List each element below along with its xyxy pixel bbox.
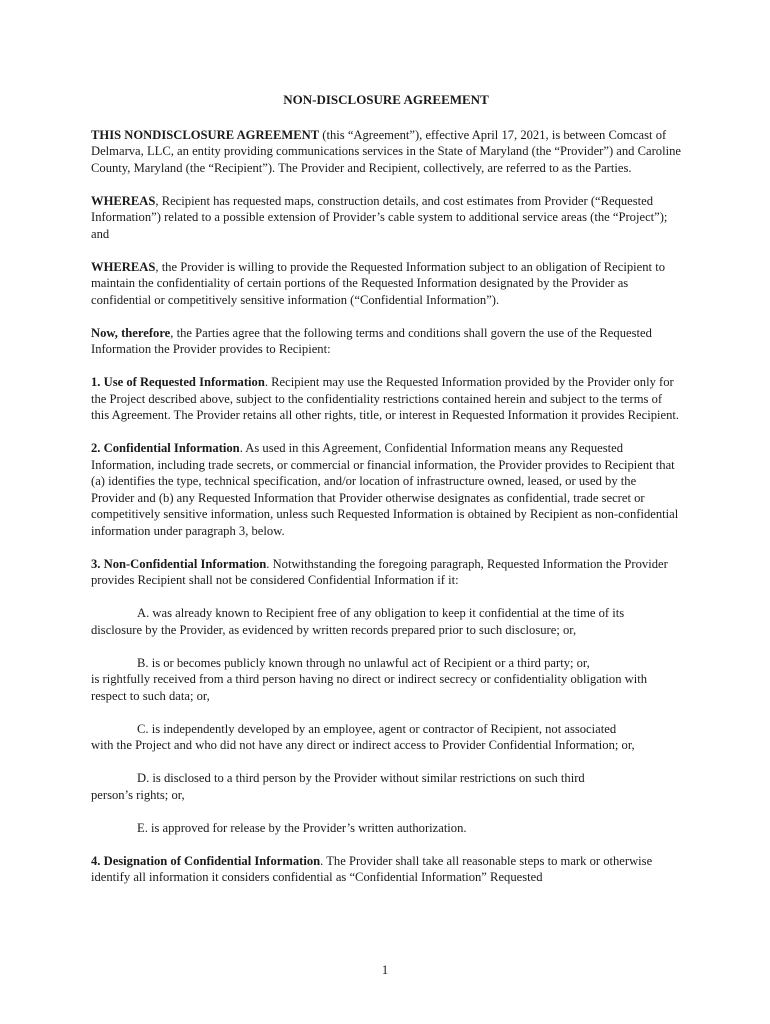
item-a-rest: disclosure by the Provider, as evidenced by written records prepared prior to such disclosure; or, bbox=[91, 622, 577, 637]
section-1-paragraph bbox=[91, 374, 681, 424]
section-2-text: . As used in this Agreement, Confidential Information means any Requested Information, including trade secrets, or commercial or financial information, the Provider provides to Recipient that (a) identifies the type, technical specification, and/or location of infrastructure owned, leased, or used by the Provider and (b) any Requested Information that Provider otherwise designates as confidential, trade secret or competitively sensitive information, unless such Requested Information is obtained by Recipient as non-confidential information under paragraph 3, below. bbox=[91, 441, 679, 538]
item-d-lead: D. is disclosed to a third person by the Provider without similar restrictions on such third bbox=[137, 771, 585, 785]
whereas-1-text: , Recipient has requested maps, construction details, and cost estimates from Provider (“Requested Information”) related to a possible extension of Provider’s cable system to additional service areas (the “Project”); and bbox=[91, 193, 668, 241]
section-4-text: . The Provider shall take all reasonable steps to mark or otherwise identify all information it considers confidential as “Confidential Information” Requested bbox=[91, 853, 653, 884]
section-3-paragraph bbox=[91, 556, 681, 589]
intro-text: (this “Agreement”), effective April 17, 2021, is between Comcast of Delmarva, LLC, an entity providing communications services in the State of Maryland (the “Provider”) and Caroline County, Maryland (the “Recipient”). The Provider and Recipient, collectively, are referred to as the Parties. bbox=[91, 127, 681, 175]
now-therefore-text: , the Parties agree that the following terms and conditions shall govern the use of the Requested Information the Provider provides to Recipient: bbox=[91, 325, 652, 356]
item-b bbox=[91, 655, 681, 705]
item-c-lead: C. is independently developed by an employee, agent or contractor of Recipient, not associated bbox=[137, 721, 617, 736]
whereas-2-bold: WHEREAS bbox=[91, 259, 156, 274]
section-2-heading: 2. Confidential Information bbox=[91, 441, 240, 455]
item-d-rest: person’s rights; or, bbox=[91, 787, 185, 802]
intro-bold: THIS NONDISCLOSURE AGREEMENT bbox=[91, 127, 320, 142]
intro-paragraph bbox=[91, 127, 681, 177]
item-a-lead: A. was already known to Recipient free of any obligation to keep it confidential at the time of its bbox=[137, 606, 625, 620]
document-body bbox=[91, 92, 681, 902]
section-1-heading: 1. Use of Requested Information bbox=[91, 375, 265, 389]
whereas-2-text: , the Provider is willing to provide the Requested Information subject to an obligation of Recipient to maintain the confidentiality of certain portions of the Requested Information designated by the Provider as confidential or competitively sensitive information (“Confidential Information”). bbox=[91, 259, 665, 307]
item-e-lead: E. is approved for release by the Provider’s written authorization. bbox=[137, 820, 467, 835]
whereas-1-bold: WHEREAS bbox=[91, 193, 156, 208]
section-1-text: . Recipient may use the Requested Information provided by the Provider only for the Project described above, subject to the confidentiality restrictions contained herein and subject to the terms of this Agreement. The Provider retains all other rights, title, or interest in Requested Information it provides Recipient. bbox=[91, 375, 680, 422]
now-therefore-paragraph bbox=[91, 325, 681, 358]
item-c-rest: with the Project and who did not have any direct or indirect access to Provider Confidential Information; or, bbox=[91, 738, 635, 752]
whereas-paragraph-1 bbox=[91, 193, 681, 243]
document-title: NON-DISCLOSURE AGREEMENT bbox=[283, 92, 489, 107]
now-therefore-bold: Now, therefore bbox=[91, 325, 171, 340]
item-d bbox=[91, 770, 681, 803]
section-3-heading: 3. Non-Confidential Information bbox=[91, 556, 267, 571]
item-e bbox=[91, 820, 681, 837]
section-3-text: . Notwithstanding the foregoing paragraph, Requested Information the Provider provides Recipient shall not be considered Confidential Information if it: bbox=[91, 556, 668, 587]
item-a bbox=[91, 605, 681, 638]
section-4-heading: 4. Designation of Confidential Information bbox=[91, 853, 321, 868]
item-b-lead: B. is or becomes publicly known through no unlawful act of Recipient or a third party; or, bbox=[137, 655, 590, 670]
section-4-paragraph bbox=[91, 853, 681, 886]
section-2-paragraph bbox=[91, 440, 681, 539]
item-b-rest: is rightfully received from a third person having no direct or indirect secrecy or confidentiality obligation with respect to such data; or, bbox=[91, 672, 648, 703]
whereas-paragraph-2 bbox=[91, 259, 681, 309]
page-number: 1 bbox=[381, 963, 389, 977]
item-c bbox=[91, 721, 681, 754]
